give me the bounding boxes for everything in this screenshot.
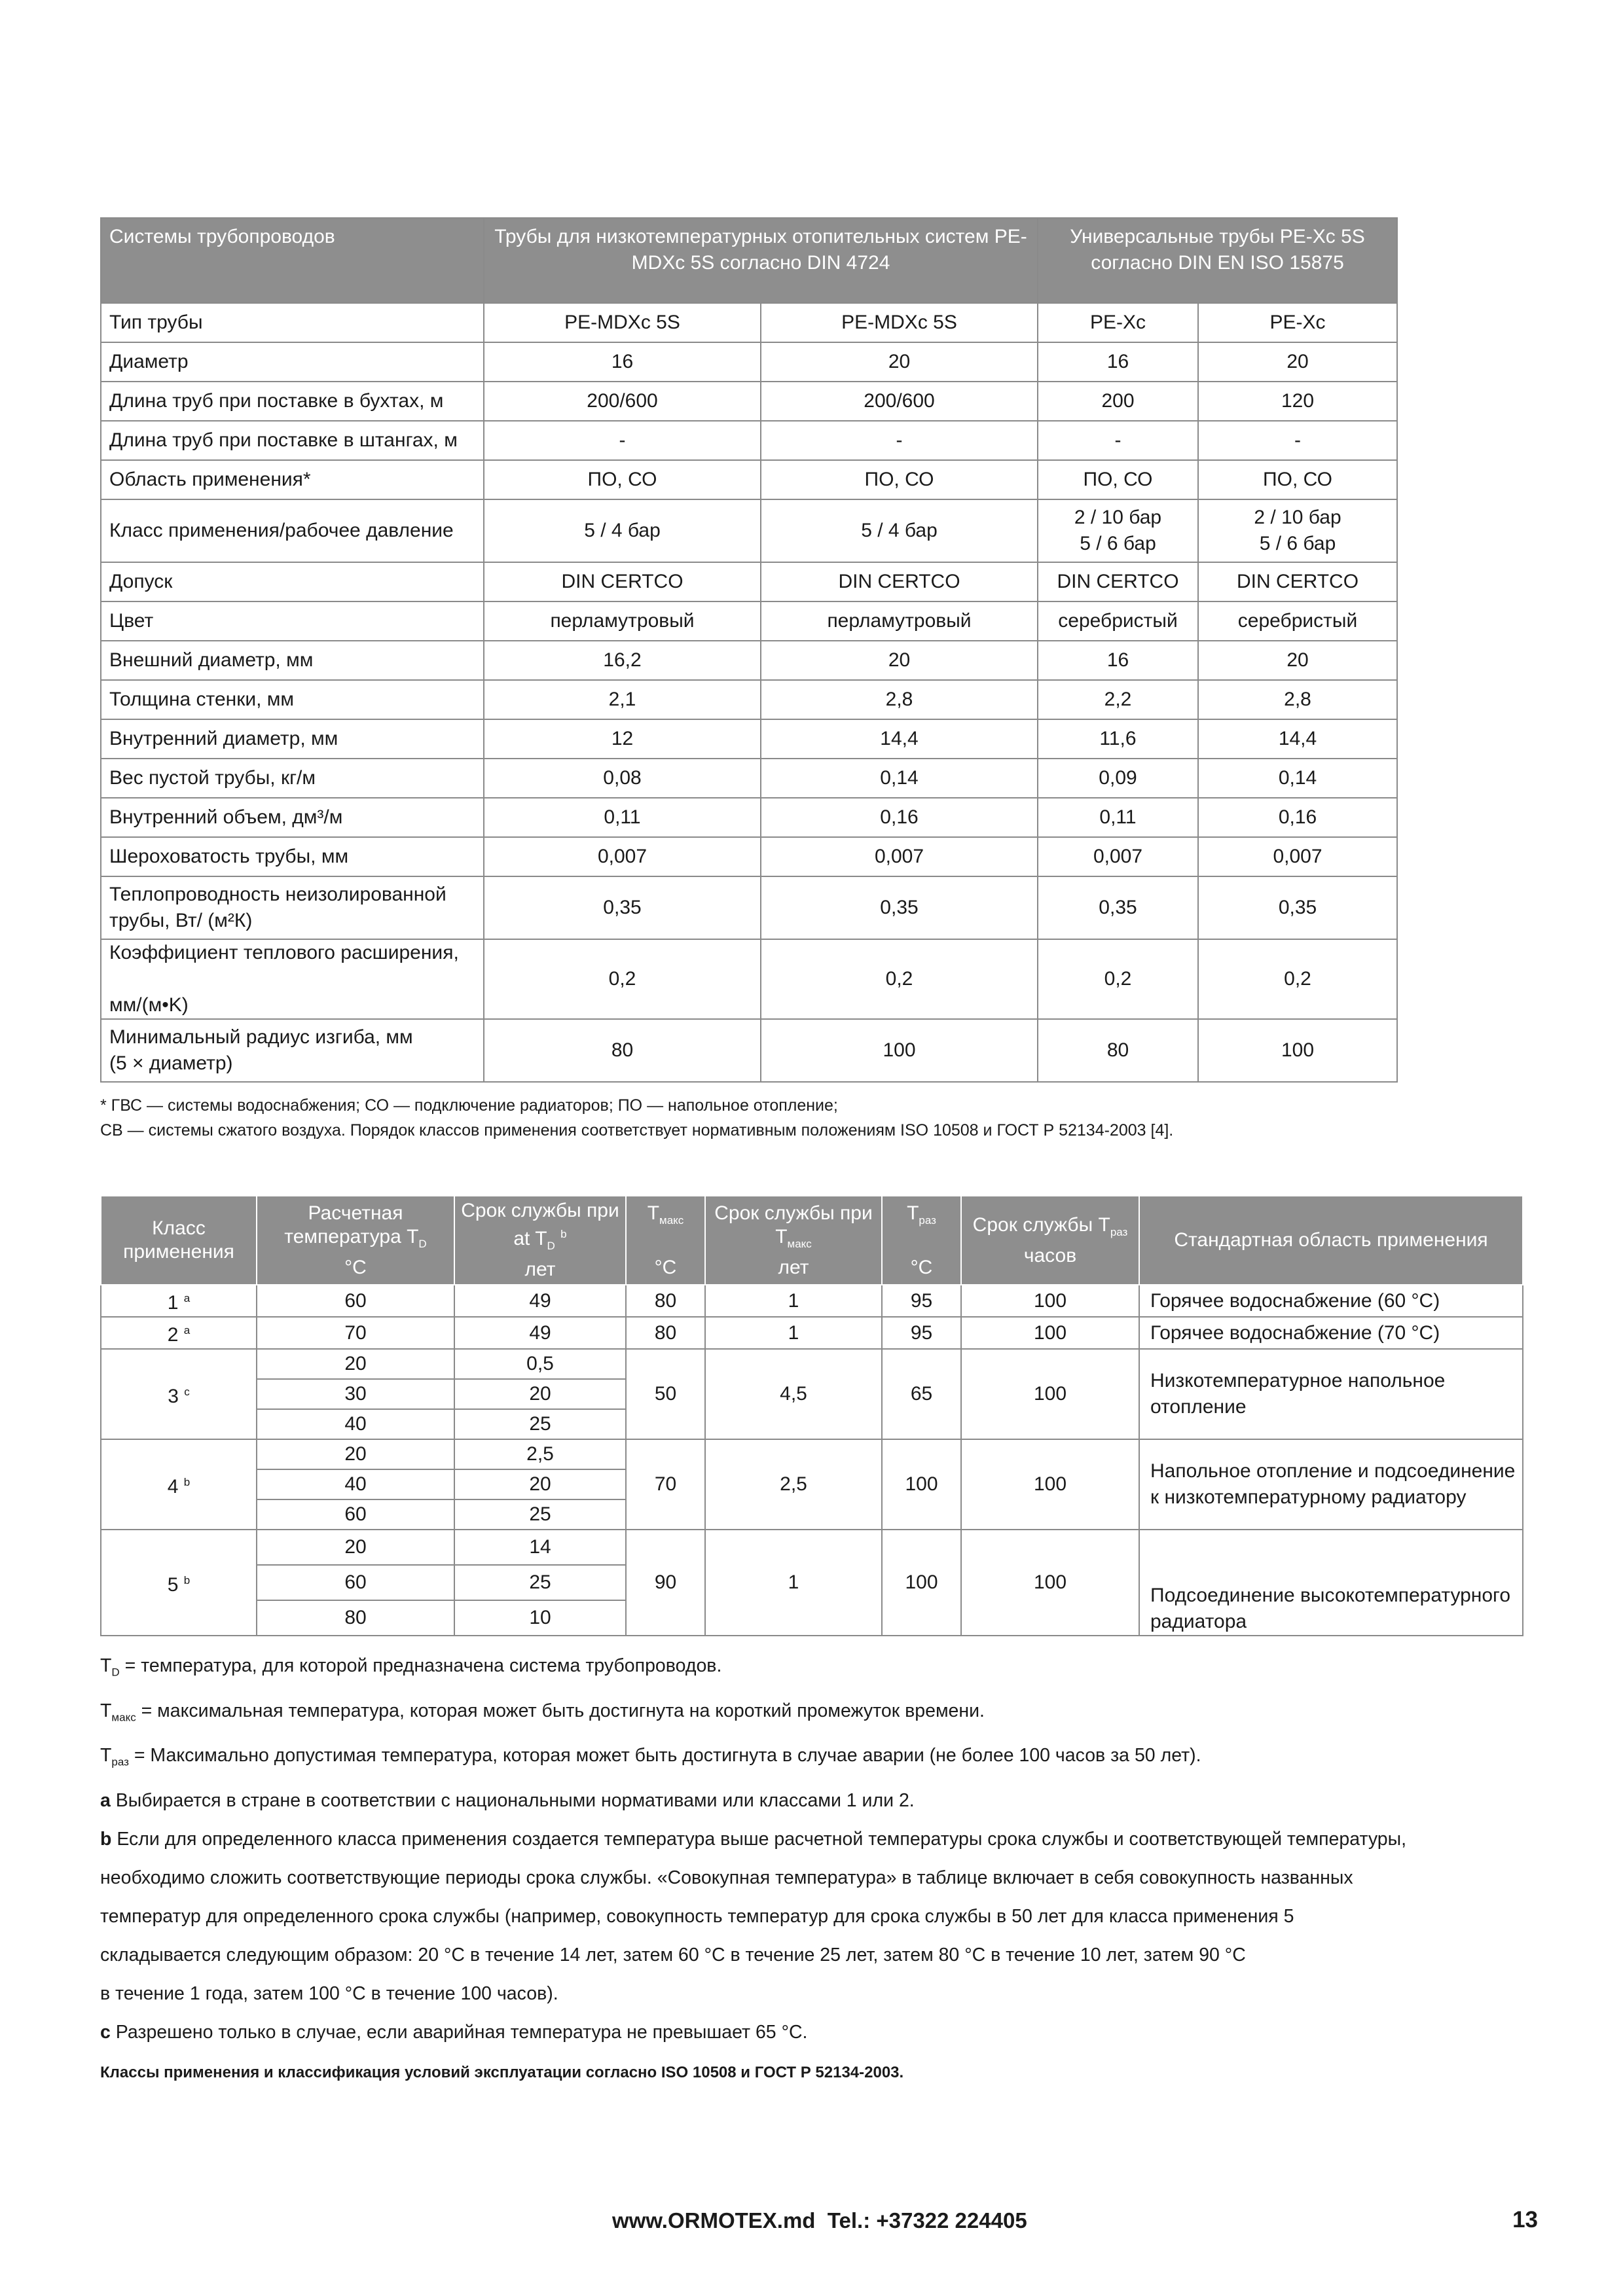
table-row bbox=[101, 641, 1397, 680]
header-design-temp: Расчетная температура $T_D$ °C bbox=[257, 1196, 454, 1285]
table-row bbox=[101, 1530, 1523, 1565]
cell-value: 0,11 bbox=[1038, 798, 1198, 837]
table-row bbox=[101, 876, 1397, 939]
table-row bbox=[101, 939, 1397, 1019]
service-life-tmax-cell: 1 bbox=[705, 1285, 882, 1317]
cell-value: 11,6 bbox=[1038, 719, 1198, 759]
header-service-life: Срок службы при at $T_D$ $^b$ лет bbox=[454, 1196, 626, 1285]
row-label: Внутренний объем, дм³/м bbox=[101, 798, 484, 837]
table-row bbox=[101, 460, 1397, 499]
application-cell: Низкотемпературное напольное отопление bbox=[1139, 1349, 1523, 1439]
service-life-cell: 14 bbox=[454, 1530, 626, 1565]
notes-section bbox=[100, 1647, 1541, 2092]
cell-value: - bbox=[484, 421, 761, 460]
cell-value: 0,2 bbox=[1198, 939, 1397, 1019]
tmal-cell: 100 bbox=[882, 1530, 961, 1636]
cell-value: 120 bbox=[1198, 382, 1397, 421]
cell-value: 0,11 bbox=[484, 798, 761, 837]
row-label: Область применения* bbox=[101, 460, 484, 499]
note-tmax: $T_{макс}$ = максимальная температура, которая может быть достигнута на короткий промежуток времени. bbox=[100, 1700, 985, 1724]
service-life-tmax-cell: 2,5 bbox=[705, 1439, 882, 1530]
class-cell: 1 $^a$ bbox=[101, 1285, 257, 1317]
tmax-cell: 80 bbox=[626, 1317, 705, 1349]
cell-value: ПО, СО bbox=[484, 460, 761, 499]
application-cell: Напольное отопление и подсоединение к низкотемпературному радиатору bbox=[1139, 1439, 1523, 1530]
cell-value: 0,16 bbox=[1198, 798, 1397, 837]
table-caption: Классы применения и классификация условий эксплуатации согласно ISO 10508 и ГОСТ Р 52134-2003. bbox=[100, 2064, 904, 2082]
note-td: $T_D$ = температура, для которой предназначена система трубопроводов. bbox=[100, 1655, 722, 1679]
footnote-line: СВ — системы сжатого воздуха. Порядок классов применения соответствует нормативным положениям ISO 10508 и ГОСТ Р 52134-2003 [4]. bbox=[100, 1121, 1174, 1139]
service-life-cell: 0,5 bbox=[454, 1349, 626, 1379]
cell-value: 2,1 bbox=[484, 680, 761, 719]
service-life-cell: 49 bbox=[454, 1317, 626, 1349]
design-temp-cell: 60 bbox=[257, 1285, 454, 1317]
row-label: Шероховатость трубы, мм bbox=[101, 837, 484, 876]
row-label: Длина труб при поставке в бухтах, м bbox=[101, 382, 484, 421]
cell-value: 12 bbox=[484, 719, 761, 759]
cell-value: - bbox=[1198, 421, 1397, 460]
cell-value: 5 / 4 бар bbox=[761, 499, 1038, 562]
note-b-cont: температур для определенного срока службы (например, совокупность температур для срока службы в 50 лет для класса применения 5 bbox=[100, 1906, 1294, 1928]
row-label: Вес пустой трубы, кг/м bbox=[101, 759, 484, 798]
cell-value: перламутровый bbox=[761, 601, 1038, 641]
cell-value: 0,08 bbox=[484, 759, 761, 798]
table-header bbox=[101, 1196, 1523, 1285]
cell-value: 2 / 10 бар 5 / 6 бар bbox=[1038, 499, 1198, 562]
design-temp-cell: 20 bbox=[257, 1530, 454, 1565]
cell-value: 2,8 bbox=[761, 680, 1038, 719]
tmal-cell: 100 bbox=[882, 1439, 961, 1530]
design-temp-cell: 30 bbox=[257, 1379, 454, 1409]
service-life-cell: 2,5 bbox=[454, 1439, 626, 1469]
design-temp-cell: 80 bbox=[257, 1600, 454, 1636]
note-b: b Если для определенного класса применения создается температура выше расчетной температуры срока службы и соответствующей температуры, bbox=[100, 1829, 1407, 1850]
cell-value: 0,2 bbox=[484, 939, 761, 1019]
cell-value: 0,35 bbox=[1038, 876, 1198, 939]
note-tmal: $T_{раз}$ = Максимально допустимая температура, которая может быть достигнута в случае аварии (не более 100 часов за 50 лет). bbox=[100, 1745, 1201, 1769]
cell-value: 0,09 bbox=[1038, 759, 1198, 798]
header-group-pe-xc: Универсальные трубы PE-Xc 5S согласно DIN EN ISO 15875 bbox=[1038, 218, 1397, 303]
cell-value: 16 bbox=[1038, 641, 1198, 680]
row-label: Толщина стенки, мм bbox=[101, 680, 484, 719]
table-row bbox=[101, 1439, 1523, 1469]
service-life-tmal-cell: 100 bbox=[961, 1285, 1139, 1317]
cell-value: PE-MDXc 5S bbox=[484, 303, 761, 342]
page-number: 13 bbox=[1512, 2207, 1538, 2233]
service-life-cell: 10 bbox=[454, 1600, 626, 1636]
cell-value: 0,35 bbox=[484, 876, 761, 939]
header-tmal: $T_{раз}$ °C bbox=[882, 1196, 961, 1285]
table-row bbox=[101, 837, 1397, 876]
table-row bbox=[101, 798, 1397, 837]
header-group-pe-mdxc: Трубы для низкотемпературных отопительных систем PE-MDXc 5S согласно DIN 4724 bbox=[484, 218, 1038, 303]
tmax-cell: 70 bbox=[626, 1439, 705, 1530]
table-row bbox=[101, 759, 1397, 798]
cell-value: PE-Xc bbox=[1038, 303, 1198, 342]
design-temp-cell: 60 bbox=[257, 1499, 454, 1530]
cell-value: DIN CERTCO bbox=[1198, 562, 1397, 601]
note-c: c Разрешено только в случае, если аварийная температура не превышает 65 °C. bbox=[100, 2022, 808, 2043]
row-label: Коэффициент теплового расширения, мм/(м•K) bbox=[101, 939, 484, 1019]
class-cell: 2 $^a$ bbox=[101, 1317, 257, 1349]
table-row bbox=[101, 303, 1397, 342]
service-life-tmal-cell: 100 bbox=[961, 1439, 1139, 1530]
row-label: Внешний диаметр, мм bbox=[101, 641, 484, 680]
service-life-tmal-cell: 100 bbox=[961, 1530, 1139, 1636]
cell-value: 20 bbox=[761, 342, 1038, 382]
row-label: Длина труб при поставке в штангах, м bbox=[101, 421, 484, 460]
service-life-tmax-cell: 1 bbox=[705, 1317, 882, 1349]
cell-value: 0,35 bbox=[761, 876, 1038, 939]
design-temp-cell: 70 bbox=[257, 1317, 454, 1349]
header-service-life-tmax: Срок службы при $T_{макс}$ лет bbox=[705, 1196, 882, 1285]
table-row bbox=[101, 1317, 1523, 1349]
table-header bbox=[101, 218, 1397, 303]
cell-value: - bbox=[1038, 421, 1198, 460]
footnote-line: * ГВС — системы водоснабжения; СО — подключение радиаторов; ПО — напольное отопление; bbox=[100, 1096, 838, 1115]
service-life-tmal-cell: 100 bbox=[961, 1317, 1139, 1349]
cell-value: 0,007 bbox=[1038, 837, 1198, 876]
cell-value: перламутровый bbox=[484, 601, 761, 641]
table-row bbox=[101, 342, 1397, 382]
cell-value: 2,2 bbox=[1038, 680, 1198, 719]
row-label: Минимальный радиус изгиба, мм (5 × диаметр) bbox=[101, 1019, 484, 1082]
design-temp-cell: 20 bbox=[257, 1439, 454, 1469]
cell-value: 100 bbox=[1198, 1019, 1397, 1082]
cell-value: 0,2 bbox=[1038, 939, 1198, 1019]
cell-value: 100 bbox=[761, 1019, 1038, 1082]
cell-value: 0,14 bbox=[1198, 759, 1397, 798]
cell-value: 200 bbox=[1038, 382, 1198, 421]
table-row bbox=[101, 1019, 1397, 1082]
service-life-tmax-cell: 4,5 bbox=[705, 1349, 882, 1439]
row-label: Допуск bbox=[101, 562, 484, 601]
row-label: Тип трубы bbox=[101, 303, 484, 342]
cell-value: 20 bbox=[1198, 342, 1397, 382]
table-row bbox=[101, 1349, 1523, 1379]
cell-value: 14,4 bbox=[1198, 719, 1397, 759]
cell-value: - bbox=[761, 421, 1038, 460]
row-label: Цвет bbox=[101, 601, 484, 641]
footnote-abbreviations bbox=[100, 1093, 1475, 1143]
cell-value: 5 / 4 бар bbox=[484, 499, 761, 562]
note-b-cont: складывается следующим образом: 20 °C в течение 14 лет, затем 60 °C в течение 25 лет, затем 80 °C в течение 10 лет, затем 90 °C bbox=[100, 1945, 1246, 1966]
application-cell: Горячее водоснабжение (70 °C) bbox=[1139, 1317, 1523, 1349]
tmax-cell: 90 bbox=[626, 1530, 705, 1636]
cell-value: 2,8 bbox=[1198, 680, 1397, 719]
header-class: Класс применения bbox=[101, 1196, 257, 1285]
cell-value: 0,007 bbox=[484, 837, 761, 876]
application-cell: Подсоединение высокотемпературного радиатора bbox=[1139, 1530, 1523, 1636]
table-row bbox=[101, 680, 1397, 719]
service-life-tmax-cell: 1 bbox=[705, 1530, 882, 1636]
cell-value: 200/600 bbox=[484, 382, 761, 421]
cell-value: 0,14 bbox=[761, 759, 1038, 798]
header-application: Стандартная область применения bbox=[1139, 1196, 1523, 1285]
note-b-cont: необходимо сложить соответствующие периоды срока службы. «Совокупная температура» в таблице включает в себя совокупность названных bbox=[100, 1867, 1353, 1889]
design-temp-cell: 20 bbox=[257, 1349, 454, 1379]
tmal-cell: 95 bbox=[882, 1317, 961, 1349]
cell-value: 16 bbox=[1038, 342, 1198, 382]
table-row bbox=[101, 562, 1397, 601]
cell-value: 20 bbox=[761, 641, 1038, 680]
cell-value: 2 / 10 бар 5 / 6 бар bbox=[1198, 499, 1397, 562]
tmax-cell: 50 bbox=[626, 1349, 705, 1439]
table-row bbox=[101, 601, 1397, 641]
service-life-cell: 25 bbox=[454, 1409, 626, 1439]
cell-value: PE-MDXc 5S bbox=[761, 303, 1038, 342]
cell-value: 0,007 bbox=[761, 837, 1038, 876]
row-label: Внутренний диаметр, мм bbox=[101, 719, 484, 759]
cell-value: DIN CERTCO bbox=[761, 562, 1038, 601]
cell-value: серебристый bbox=[1038, 601, 1198, 641]
application-classes-table bbox=[100, 1195, 1523, 1636]
cell-value: 14,4 bbox=[761, 719, 1038, 759]
cell-value: PE-Xc bbox=[1198, 303, 1397, 342]
table-row bbox=[101, 382, 1397, 421]
note-a: a Выбирается в стране в соответствии с национальными нормативами или классами 1 или 2. bbox=[100, 1790, 915, 1812]
class-cell: 3 $^c$ bbox=[101, 1349, 257, 1439]
service-life-cell: 25 bbox=[454, 1499, 626, 1530]
header-tmax: $T_{макс}$ °C bbox=[626, 1196, 705, 1285]
cell-value: 16,2 bbox=[484, 641, 761, 680]
design-temp-cell: 40 bbox=[257, 1409, 454, 1439]
row-label: Диаметр bbox=[101, 342, 484, 382]
cell-value: DIN CERTCO bbox=[484, 562, 761, 601]
cell-value: ПО, СО bbox=[761, 460, 1038, 499]
header-systems: Системы трубопроводов bbox=[101, 218, 484, 303]
tmax-cell: 80 bbox=[626, 1285, 705, 1317]
table-row bbox=[101, 499, 1397, 562]
row-label: Теплопроводность неизолированной трубы, Вт/ (м²К) bbox=[101, 876, 484, 939]
cell-value: серебристый bbox=[1198, 601, 1397, 641]
pipe-specs-table bbox=[100, 217, 1398, 1083]
cell-value: DIN CERTCO bbox=[1038, 562, 1198, 601]
design-temp-cell: 40 bbox=[257, 1469, 454, 1499]
tmal-cell: 95 bbox=[882, 1285, 961, 1317]
cell-value: 0,007 bbox=[1198, 837, 1397, 876]
tmal-cell: 65 bbox=[882, 1349, 961, 1439]
header-service-life-tmal: Срок службы $T_{раз}$ часов bbox=[961, 1196, 1139, 1285]
design-temp-cell: 60 bbox=[257, 1565, 454, 1600]
footer-contact: www.ORMOTEX.md Tel.: +37322 224405 bbox=[612, 2208, 1027, 2233]
application-cell: Горячее водоснабжение (60 °C) bbox=[1139, 1285, 1523, 1317]
cell-value: 16 bbox=[484, 342, 761, 382]
service-life-cell: 20 bbox=[454, 1379, 626, 1409]
service-life-cell: 49 bbox=[454, 1285, 626, 1317]
class-cell: 4 $^b$ bbox=[101, 1439, 257, 1530]
class-cell: 5 $^b$ bbox=[101, 1530, 257, 1636]
table-row bbox=[101, 719, 1397, 759]
service-life-cell: 20 bbox=[454, 1469, 626, 1499]
cell-value: 0,2 bbox=[761, 939, 1038, 1019]
cell-value: ПО, СО bbox=[1038, 460, 1198, 499]
service-life-cell: 25 bbox=[454, 1565, 626, 1600]
cell-value: 80 bbox=[1038, 1019, 1198, 1082]
note-b-cont: в течение 1 года, затем 100 °C в течение 100 часов). bbox=[100, 1983, 558, 2005]
cell-value: 0,35 bbox=[1198, 876, 1397, 939]
cell-value: 80 bbox=[484, 1019, 761, 1082]
cell-value: 20 bbox=[1198, 641, 1397, 680]
service-life-tmal-cell: 100 bbox=[961, 1349, 1139, 1439]
cell-value: 0,16 bbox=[761, 798, 1038, 837]
table-row bbox=[101, 1285, 1523, 1317]
cell-value: ПО, СО bbox=[1198, 460, 1397, 499]
table-row bbox=[101, 421, 1397, 460]
cell-value: 200/600 bbox=[761, 382, 1038, 421]
row-label: Класс применения/рабочее давление bbox=[101, 499, 484, 562]
